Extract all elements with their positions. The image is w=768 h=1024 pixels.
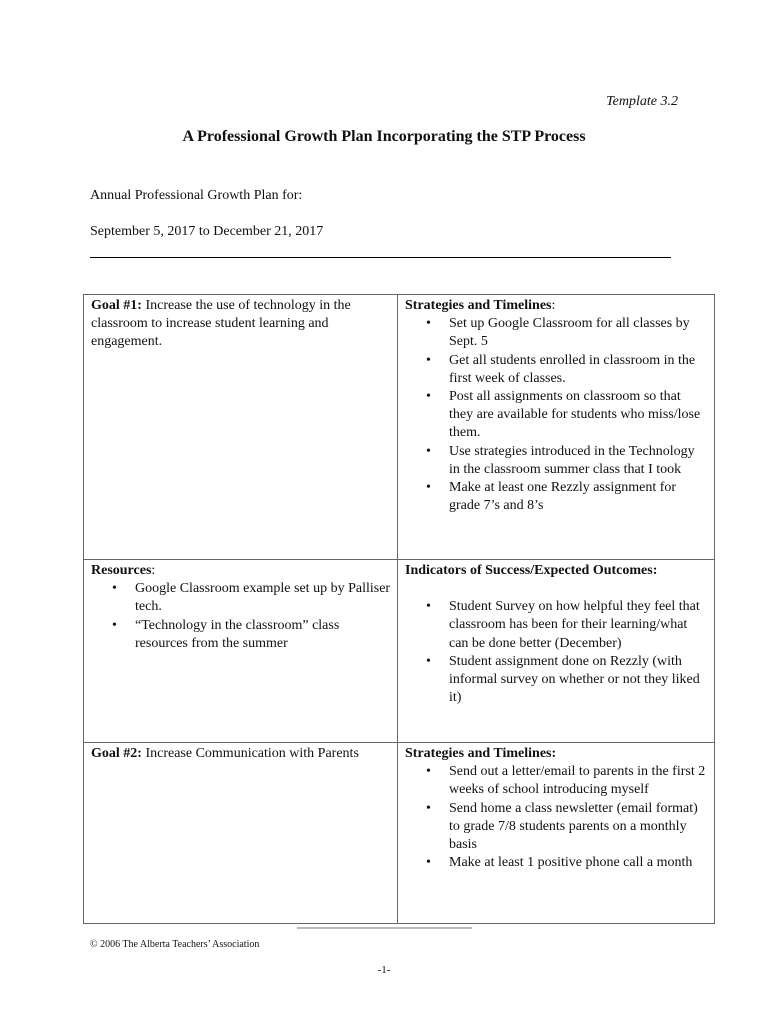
strategies-2-list — [405, 763, 708, 872]
growth-plan-table — [83, 294, 715, 924]
list-item: • Google Classroom example set up by Palliser tech. — [135, 580, 391, 616]
list-item: • Student Survey on how helpful they feel that classroom has been for their learning/what can be done better (December) — [449, 598, 708, 653]
list-item: • Student assignment done on Rezzly (with informal survey on whether or not they liked it) — [449, 653, 708, 708]
resources-heading: Resources — [91, 563, 152, 578]
list-item: • Get all students enrolled in classroom in the first week of classes. — [449, 352, 708, 388]
goal-1-cell — [84, 295, 398, 560]
indicators-cell — [398, 560, 715, 743]
list-item: • Make at least one Rezzly assignment for grade 7’s and 8’s — [449, 479, 708, 515]
template-label: Template 3.2 — [606, 94, 678, 109]
page-break-bar — [297, 927, 472, 929]
goal-1-text: Increase the use of technology in the classroom to increase student learning and engagement. — [91, 298, 351, 350]
indicators-heading: Indicators of Success/Expected Outcomes: — [405, 563, 658, 578]
table-row-goal-2 — [84, 743, 715, 924]
strategies-1-heading-suffix: : — [551, 298, 556, 313]
goal-2-cell — [84, 743, 398, 924]
strategies-1-cell — [398, 295, 715, 560]
resources-cell — [84, 560, 398, 743]
strategies-1-list — [405, 315, 708, 515]
table-row-goal-1 — [84, 295, 715, 560]
list-item: • Make at least 1 positive phone call a month — [449, 854, 708, 872]
table-row-resources — [84, 560, 715, 743]
strategies-2-cell — [398, 743, 715, 924]
page-number: -1- — [377, 964, 391, 976]
goal-1-heading: Goal #1: — [91, 298, 142, 313]
list-item: • Send out a letter/email to parents in the first 2 weeks of school introducing myself — [449, 763, 708, 799]
goal-2-text: Increase Communication with Parents — [141, 746, 359, 761]
resources-list — [91, 580, 391, 653]
document-title: A Professional Growth Plan Incorporating the STP Process — [182, 128, 586, 145]
resources-heading-suffix: : — [151, 563, 156, 578]
plan-for-label: Annual Professional Growth Plan for: — [90, 188, 303, 203]
list-item: • Post all assignments on classroom so that they are available for students who miss/lose them. — [449, 388, 708, 443]
list-item: • Set up Google Classroom for all classes by Sept. 5 — [449, 315, 708, 351]
horizontal-rule — [90, 257, 671, 258]
plan-dates: September 5, 2017 to December 21, 2017 — [90, 224, 324, 239]
strategies-1-heading: Strategies and Timelines — [405, 298, 552, 313]
goal-2-heading: Goal #2: — [91, 746, 142, 761]
strategies-2-heading: Strategies and Timelines: — [405, 746, 557, 761]
indicators-list — [405, 598, 708, 707]
list-item: • Send home a class newsletter (email format) to grade 7/8 students parents on a monthly basis — [449, 800, 708, 855]
copyright-notice: © 2006 The Alberta Teachers’ Association — [90, 939, 260, 950]
blank-line — [405, 580, 708, 598]
list-item: • “Technology in the classroom” class resources from the summer — [135, 617, 391, 653]
list-item: • Use strategies introduced in the Technology in the classroom summer class that I took — [449, 443, 708, 479]
